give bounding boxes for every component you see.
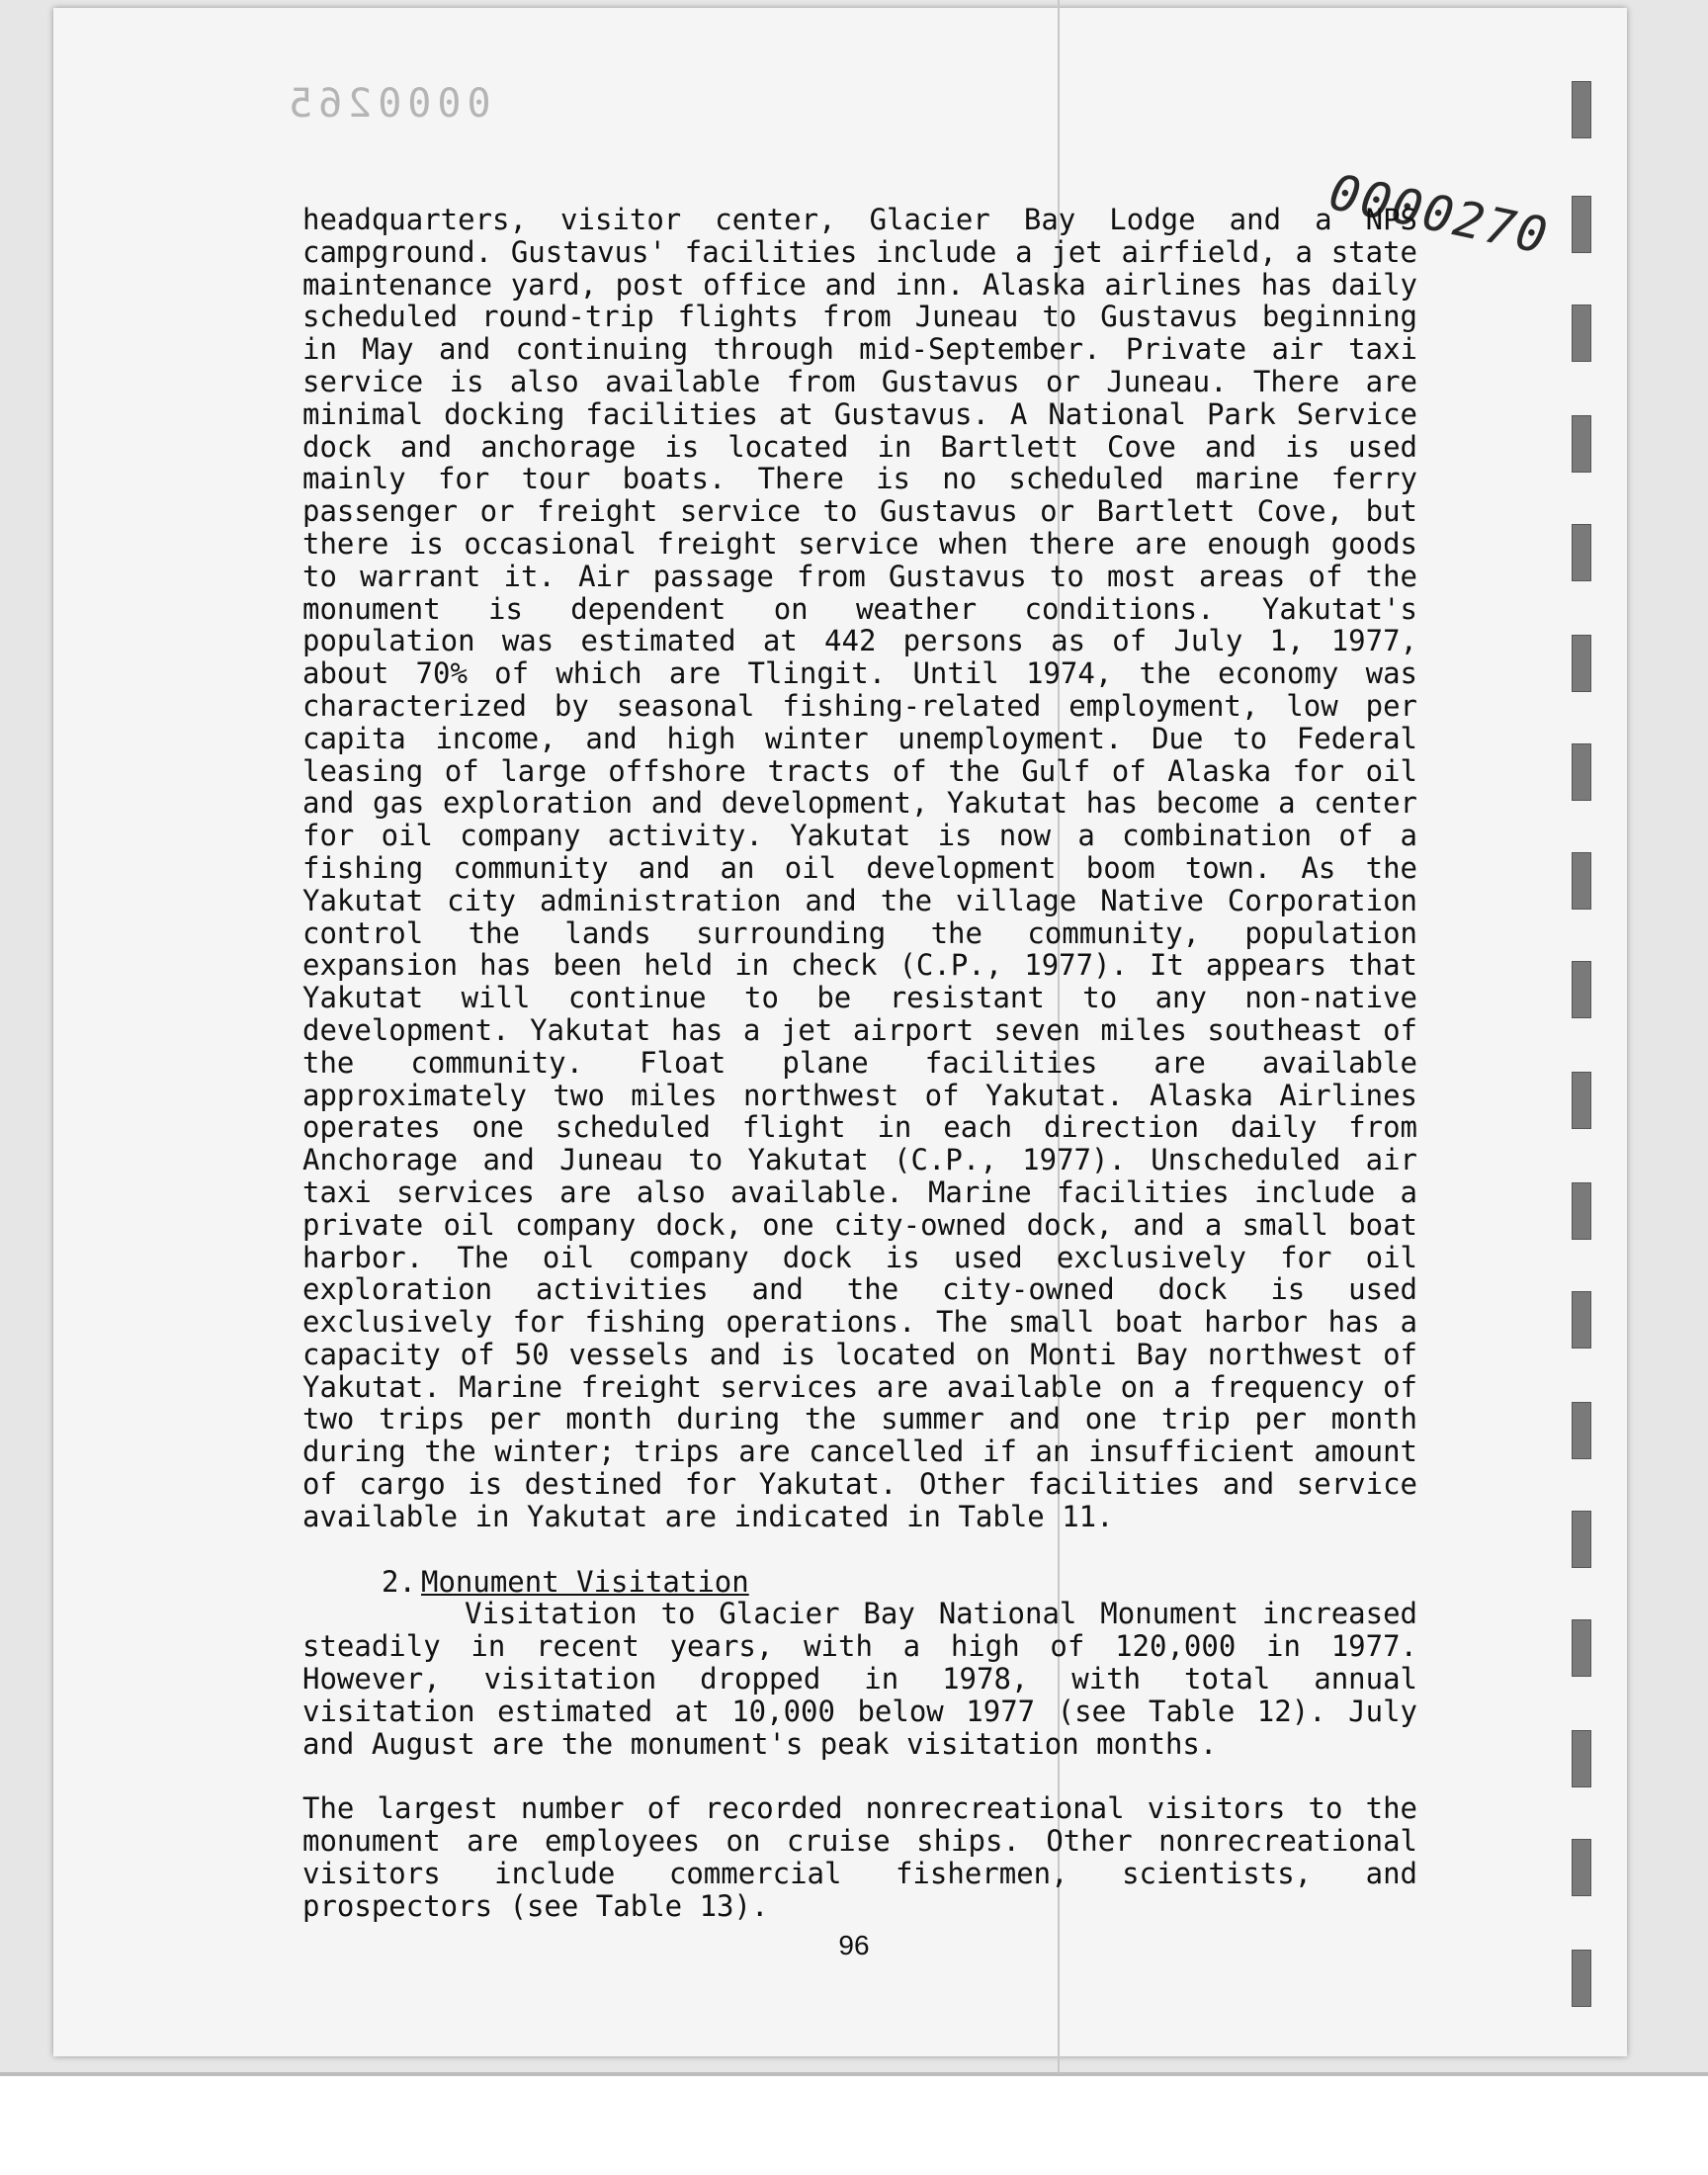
- binding-mark: [1572, 1730, 1591, 1787]
- binding-mark: [1572, 743, 1591, 801]
- page-number: 96: [838, 1930, 870, 1960]
- binding-mark: [1572, 524, 1591, 581]
- binding-mark: [1572, 1402, 1591, 1459]
- paragraph-transport-yakutat: headquarters, visitor center, Glacier Bay Lodge and a NPS campground. Gustavus' facilities include a jet airfield, a state maintenance yard, post office and inn. Alaska airlines has daily scheduled round-trip flights from Juneau to Gustavus beginning in May and continuing through mid-September. Private air taxi service is also available from Gustavus or Juneau. There are minimal docking facilities at Gustavus. A National Park Service dock and anchorage is located in Bartlett Cove and is used mainly for tour boats. There is no scheduled marine ferry passenger or freight service to Gustavus or Bartlett Cove, but there is occasional freight service when there are enough goods to warrant it. Air passage from Gustavus to most areas of the monument is dependent on weather conditions. Yakutat's population was estimated at 442 persons as of July 1, 1977, about 70% of which are Tlingit. Until 1974, the economy was characterized by seasonal fishing-related employment, low per capita income, and high winter unemployment. Due to Federal leasing of large offshore tracts of the Gulf of Alaska for oil and gas exploration and development, Yakutat has become a center for oil company activity. Yakutat is now a combination of a fishing community and an oil development boom town. As the Yakutat city administration and the village Native Corporation control the lands surrounding the community, population expansion has been held in check (C.P., 1977). It appears that Yakutat will continue to be resistant to any non-native development. Yakutat has a jet airport seven miles southeast of the community. Float plane facilities are available approximately two miles northwest of Yakutat. Alaska Airlines operates one scheduled flight in each direction daily from Anchorage and Juneau to Yakutat (C.P., 1977). Unscheduled air taxi services are also available. Marine facilities include a private oil company dock, one city-owned dock, and a small boat harbor. The oil company dock is used exclusively for oil exploration activities and the city-owned dock is used exclusively for fishing operations. The small boat harbor has a capacity of 50 vessels and is located on Monti Bay northwest of Yakutat. Marine freight services are available on a frequency of two trips per month during the summer and one trip per month during the winter; trips are cancelled if an insufficient amount of cargo is destined for Yakutat. Other facilities and service available in Yakutat are indicated in Table 11.: [302, 203, 1417, 1533]
- paragraph-visitation: Visitation to Glacier Bay National Monument increased steadily in recent years, with a high of 120,000 in 1977. However, visitation dropped in 1978, with total annual visitation estimated at 10,000 below 1977 (see Table 12). July and August are the monument's peak visitation months.: [302, 1597, 1417, 1761]
- binding-mark: [1572, 852, 1591, 910]
- binding-mark: [1572, 1182, 1591, 1240]
- binding-mark: [1572, 1839, 1591, 1896]
- binding-mark: [1572, 961, 1591, 1018]
- body-text: [302, 204, 1417, 1923]
- binding-mark: [1572, 1291, 1591, 1348]
- binding-mark: [1572, 1072, 1591, 1129]
- section-title: Monument Visitation: [421, 1564, 749, 1599]
- binding-mark: [1572, 1511, 1591, 1568]
- paragraph-nonrecreational-visitors: The largest number of recorded nonrecreational visitors to the monument are employees on cruise ships. Other nonrecreational visitors include commercial fishermen, scientists, and prospectors (see Table 13).: [302, 1791, 1417, 1923]
- binding-mark: [1572, 415, 1591, 473]
- binding-mark: [1572, 196, 1591, 253]
- binding-mark: [1572, 635, 1591, 692]
- scan-margin: [0, 2076, 1708, 2175]
- bleed-through-stamp: 0000265: [283, 81, 491, 127]
- section-number: 2.: [382, 1564, 416, 1599]
- binding-mark: [1572, 304, 1591, 362]
- binding-mark: [1572, 81, 1591, 138]
- section-heading: [302, 1566, 1417, 1599]
- binding-mark: [1572, 1619, 1591, 1677]
- document-number-stamp: 0000270: [1324, 163, 1554, 266]
